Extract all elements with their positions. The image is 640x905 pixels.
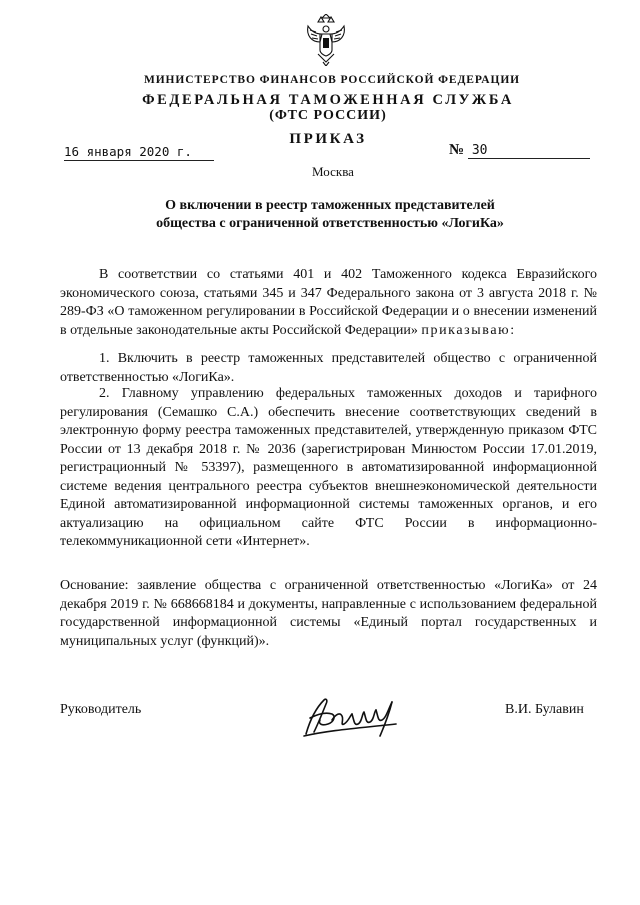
intro-text: В соответствии со статьями 401 и 402 Таможенного кодекса Евразийского экономического союза, статьями 345 и 347 Федерального закона от 3 августа 2018 г. № 289-ФЗ «О таможенном регулировании в Российской Федерации и о внесении изменений в отдельные законодательные акты Российской Федерации»	[60, 267, 597, 338]
city: Москва	[312, 164, 354, 179]
document-number	[449, 142, 596, 159]
point-2-text: 2. Главному управлению федеральных таможенных доходов и тарифного регулирования (Семашко С.А.) обеспечить внесение соответствующих сведений в электронную форму реестра таможенных представителей, утвержденную приказом ФТС России от 13 декабря 2018 г. № 2036 (зарегистрирован Минюстом России 17.01.2019, регистрационный № 53397), размещенного в автоматизированной информационной системе ведения центрального реестра субъектов внешнеэкономической деятельности Единой автоматизированной информационной системы таможенных органов, и его актуализацию на официальном сайте ФТС России в информационно-телекоммуникационной сети «Интернет».	[60, 386, 597, 549]
subject-line-2: общества с ограниченной ответственностью «ЛогиКа»	[156, 216, 504, 231]
service-short-name: (ФТС РОССИИ)	[269, 108, 387, 123]
service-name: ФЕДЕРАЛЬНАЯ ТАМОЖЕННАЯ СЛУЖБА	[142, 92, 514, 108]
coat-of-arms-icon	[304, 14, 348, 66]
orders-word: приказываю:	[421, 322, 516, 338]
basis-paragraph	[60, 577, 597, 651]
number-value: 30	[468, 143, 590, 159]
basis-text: Основание: заявление общества с ограниченной ответственностью «ЛогиКа» от 24 декабря 2019 г. № 668668184 и документы, направленные с использованием федеральной государственной информационной системы «Единый портал государственных и муниципальных услуг (функций)».	[60, 578, 597, 649]
point-1	[60, 350, 597, 387]
document-subject	[60, 197, 600, 233]
point-1-text: 1. Включить в реестр таможенных представителей общество с ограниченной ответственностью «ЛогиКа».	[60, 351, 597, 385]
signer-role: Руководитель	[60, 702, 142, 717]
number-label: №	[449, 142, 465, 158]
document-type: ПРИКАЗ	[289, 131, 367, 147]
document-date: 16 января 2020 г.	[64, 144, 214, 161]
point-2	[60, 385, 597, 552]
intro-paragraph	[60, 266, 597, 340]
signer-name: В.И. Булавин	[505, 702, 584, 717]
subject-line-1: О включении в реестр таможенных представителей	[165, 198, 495, 213]
handwritten-signature	[300, 690, 404, 740]
ministry-name: МИНИСТЕРСТВО ФИНАНСОВ РОССИЙСКОЙ ФЕДЕРАЦИИ	[143, 74, 521, 86]
